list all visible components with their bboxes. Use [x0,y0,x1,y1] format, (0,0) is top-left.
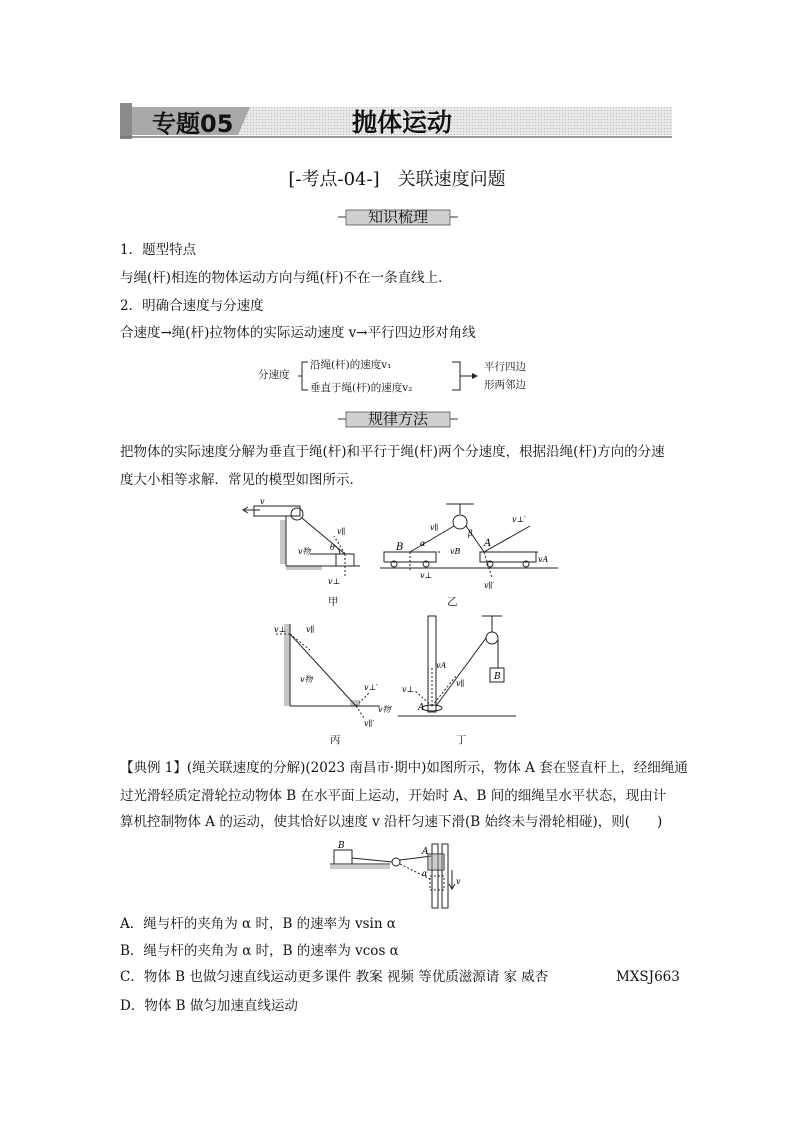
section-tag-label: 规律方法 [367,410,428,428]
svg-text:v物′: v物′ [378,705,393,714]
section-tag-knowledge [338,208,458,226]
svg-text:v∥: v∥ [430,523,439,532]
svg-text:A: A [422,847,429,857]
header-label: 专题05 [152,110,234,138]
svg-text:v: v [260,497,265,506]
item1-heading: 1．题型特点 [120,242,197,258]
figure-bing-label: 丙 [330,734,341,746]
bracket-right-label-2: 形两邻边 [484,379,526,391]
figure-bing [270,620,400,728]
svg-text:v⊥: v⊥ [402,685,415,694]
svg-text:vA: vA [436,661,447,670]
svg-text:v⊥′: v⊥′ [512,515,526,524]
svg-text:v⊥: v⊥ [274,625,287,634]
item2-text: 合速度→绳(杆)拉物体的实际运动速度 v→平行四边形对角线 [120,325,476,341]
section-tag-method [338,410,458,428]
example-line1: 【典例 1】(绳关联速度的分解)(2023 南昌市·期中)如图所示，物体 A 套在竖直杆上，经细绳通 [120,760,688,776]
svg-text:v物: v物 [300,675,313,684]
svg-text:v⊥′: v⊥′ [364,683,378,692]
svg-text:v∥′: v∥′ [364,719,375,728]
option-b: B．绳与杆的夹角为 α 时，B 的速率为 vcos α [120,943,399,959]
figure-jia [240,496,380,592]
svg-text:v∥: v∥ [456,679,465,688]
svg-text:B: B [494,672,501,682]
svg-text:A: A [484,538,492,549]
svg-text:A: A [418,703,425,713]
item2-heading: 2．明确合速度与分速度 [120,298,264,314]
figure-jia-label: 甲 [328,596,339,608]
svg-text:v∥: v∥ [337,527,346,536]
option-c: C．物体 B 也做匀速直线运动更多课件 教案 视频 等优质滋源请 家 威杏 [120,969,549,985]
svg-text:v: v [456,877,461,886]
svg-text:α: α [420,539,426,548]
bracket-left-label: 分速度 [258,369,290,381]
svg-text:B: B [396,542,404,553]
figure-yi-label: 乙 [447,596,458,608]
svg-text:θ: θ [330,543,335,552]
svg-text:vA: vA [538,555,549,564]
svg-text:B: B [338,841,345,851]
svg-text:v⊥: v⊥ [420,571,433,580]
svg-text:v∥: v∥ [306,625,315,634]
bracket-right-label-1: 平行四边 [484,361,526,373]
method-paragraph-line1: 把物体的实际速度分解为垂直于绳(杆)和平行于绳(杆)两个分速度，根据沿绳(杆)方向的分速 [120,444,665,460]
header-title: 抛体运动 [352,108,453,137]
bracket-bottom-label: 垂直于绳(杆)的速度v₂ [310,382,413,394]
example-line2: 过光滑轻质定滑轮拉动物体 B 在水平面上运动，开始时 A、B 间的细绳呈水平状态，现由计 [120,788,667,804]
figure-yi [380,500,560,592]
example-figure [330,840,470,908]
figure-ding-label: 丁 [456,734,467,746]
section-tag-label: 知识梳理 [367,208,428,226]
item1-text: 与绳(杆)相连的物体运动方向与绳(杆)不在一条直线上． [120,270,452,286]
method-paragraph-line2: 度大小相等求解．常见的模型如图所示． [120,472,363,488]
option-d: D．物体 B 做匀加速直线运动 [120,998,298,1014]
svg-text:α: α [422,869,428,878]
figure-ding [398,612,518,722]
svg-text:v物: v物 [298,547,311,556]
bracket-top-label: 沿绳(杆)的速度v₁ [310,359,392,371]
svg-text:vB: vB [450,547,461,556]
topic-subtitle: [-考点-04-] 关联速度问题 [288,169,506,190]
svg-text:β: β [468,529,473,538]
example-line3: 算机控制物体 A 的运动，使其恰好以速度 v 沿杆匀速下滑(B 始终未与滑轮相碰)，则( ) [120,814,663,830]
option-a: A．绳与杆的夹角为 α 时，B 的速率为 vsin α [120,916,396,932]
svg-text:v⊥: v⊥ [328,577,341,586]
svg-text:v∥′: v∥′ [484,581,495,590]
option-c-code: MXSJ663 [616,969,680,985]
